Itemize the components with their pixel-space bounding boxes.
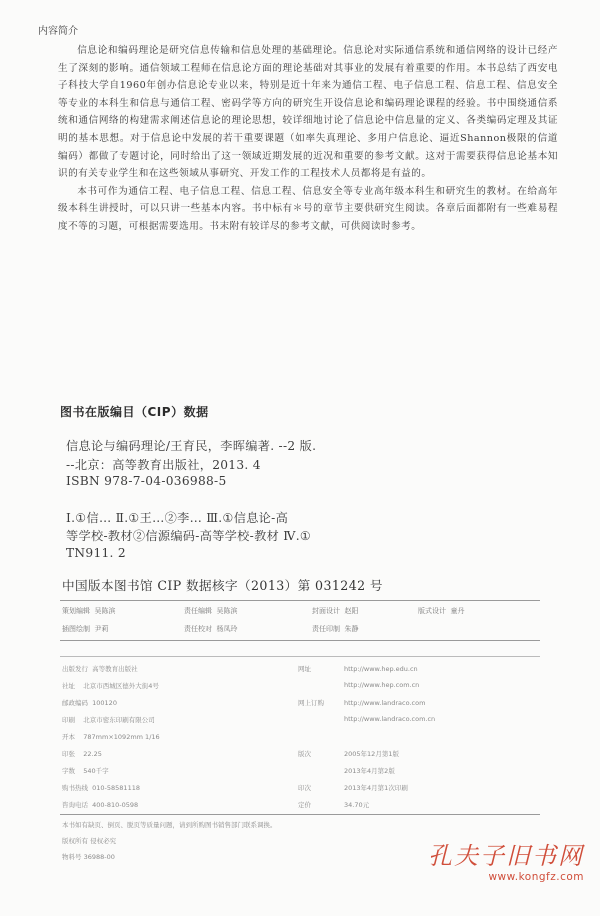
pub-entry: 网上订购 http://www.landraco.com	[298, 699, 426, 707]
intro-paragraph: 本书可作为通信工程、电子信息工程、信息工程、信息安全等专业高年级本科生和研究生的教材。在给高年级本科生讲授时，可以只讲一些基本内容。书中标有＊号的章节主要供研究生阅读。各章后面都附有一些难易程度不等的习题，可根据需要选用。书末附有较详尽的参考文献，可供阅读时参考。	[58, 185, 558, 232]
staff-entry: 责任校对 杨凤玲	[184, 625, 238, 633]
staff-entry: 插图绘制 尹莉	[62, 625, 109, 633]
divider	[60, 814, 540, 815]
pub-entry: 印次 2013年4月第1次印刷	[298, 784, 408, 792]
pub-entry: 开本 787mm×1092mm 1/16	[62, 733, 160, 741]
pub-entry: 定价 34.70元	[298, 801, 370, 809]
pub-entry: 版次 2005年12月第1版	[298, 750, 399, 758]
staff-entry: 责任编辑 吴陈滨	[184, 607, 238, 615]
pub-entry: 社址 北京市西城区德外大街4号	[62, 682, 159, 690]
cip-line: 信息论与编码理论/王育民，李晖编著. --2 版.	[66, 439, 317, 453]
pub-entry: 咨询电话 400-810-0598	[62, 801, 139, 809]
footer-note: 物料号 36988-00	[62, 853, 115, 861]
staff-entry: 策划编辑 吴陈滨	[62, 607, 116, 615]
intro-paragraph: 信息论和编码理论是研究信息传输和信息处理的基础理论。信息论对实际通信系统和通信网络的设计已经产生了深刻的影响。通信领域工程师在信息论方面的理论基础对其事业的发展有着重要的作用。本书总结了西安电子科技大学自1960年创办信息论专业以来，特别是近十年来为通信工程、电子信息工程、信息工程、信息安全等专业的本科生和信息与通信工程、密码学等方向的研究生开设信息论和编码理论课程的经验。书中围绕通信系统和通信网络的构建需求阐述信息论的理论思想，较详细地讨论了信息论中信息量的定义、各类编码定理及其证明的基本思想。对于信息论中发展的若干重要课题（如率失真理论、多用户信息论、逼近Shannon极限的信道编码）都做了专题讨论，同时给出了这一领域近期发展的近况和重要的参考文献。这对于需要获得信息论基本知识的有关专业学生和在这些领域从事研究、开发工作的工程技术人员都将是有益的。	[58, 45, 558, 180]
pub-entry: 字数 540千字	[62, 767, 109, 775]
pub-entry: 邮政编码 100120	[62, 699, 117, 707]
cip-line: 等学校-教材②信源编码-高等学校-教材 Ⅳ.①	[66, 529, 312, 543]
watermark	[428, 836, 584, 883]
pub-entry: 网址 http://www.hep.edu.cn	[298, 665, 418, 673]
pub-entry: 出版发行 高等教育出版社	[62, 665, 138, 673]
pub-entry: 印刷 北京市密东印刷有限公司	[62, 716, 155, 724]
pub-entry: 2013年4月第2版	[344, 767, 395, 775]
pub-entry: 购书热线 010-58581118	[62, 784, 140, 792]
divider	[60, 600, 540, 601]
staff-entry: 版式设计 童丹	[418, 607, 465, 615]
cip-line: --北京：高等教育出版社，2013. 4	[66, 458, 261, 472]
footer-note: 本书如有缺页、倒页、脱页等质量问题，请到所购图书销售部门联系调换。	[62, 821, 277, 829]
pub-entry: 印张 22.25	[62, 750, 102, 758]
watermark-url: www.kongfz.com	[488, 871, 584, 883]
staff-entry: 封面设计 赵阳	[312, 607, 359, 615]
pub-entry: http://www.landraco.com.cn	[344, 715, 436, 723]
staff-entry: 责任印制 朱静	[312, 625, 359, 633]
cip-record-number: 中国版本图书馆 CIP 数据核字（2013）第 031242 号	[62, 578, 383, 593]
cip-line: TN911. 2	[66, 546, 126, 560]
pub-entry: http://www.hep.com.cn	[344, 681, 420, 689]
cip-heading: 图书在版编目（CIP）数据	[60, 405, 209, 419]
cip-line: Ⅰ.①信… Ⅱ.①王…②李… Ⅲ.①信息论-高	[66, 511, 289, 525]
cip-line: ISBN 978-7-04-036988-5	[66, 474, 227, 488]
divider	[60, 640, 540, 641]
divider	[60, 656, 540, 657]
footer-note: 版权所有 侵权必究	[62, 837, 117, 845]
intro-text	[58, 42, 558, 236]
watermark-brand: 孔夫子旧书网	[428, 842, 584, 870]
section-heading: 内容简介	[38, 26, 78, 37]
